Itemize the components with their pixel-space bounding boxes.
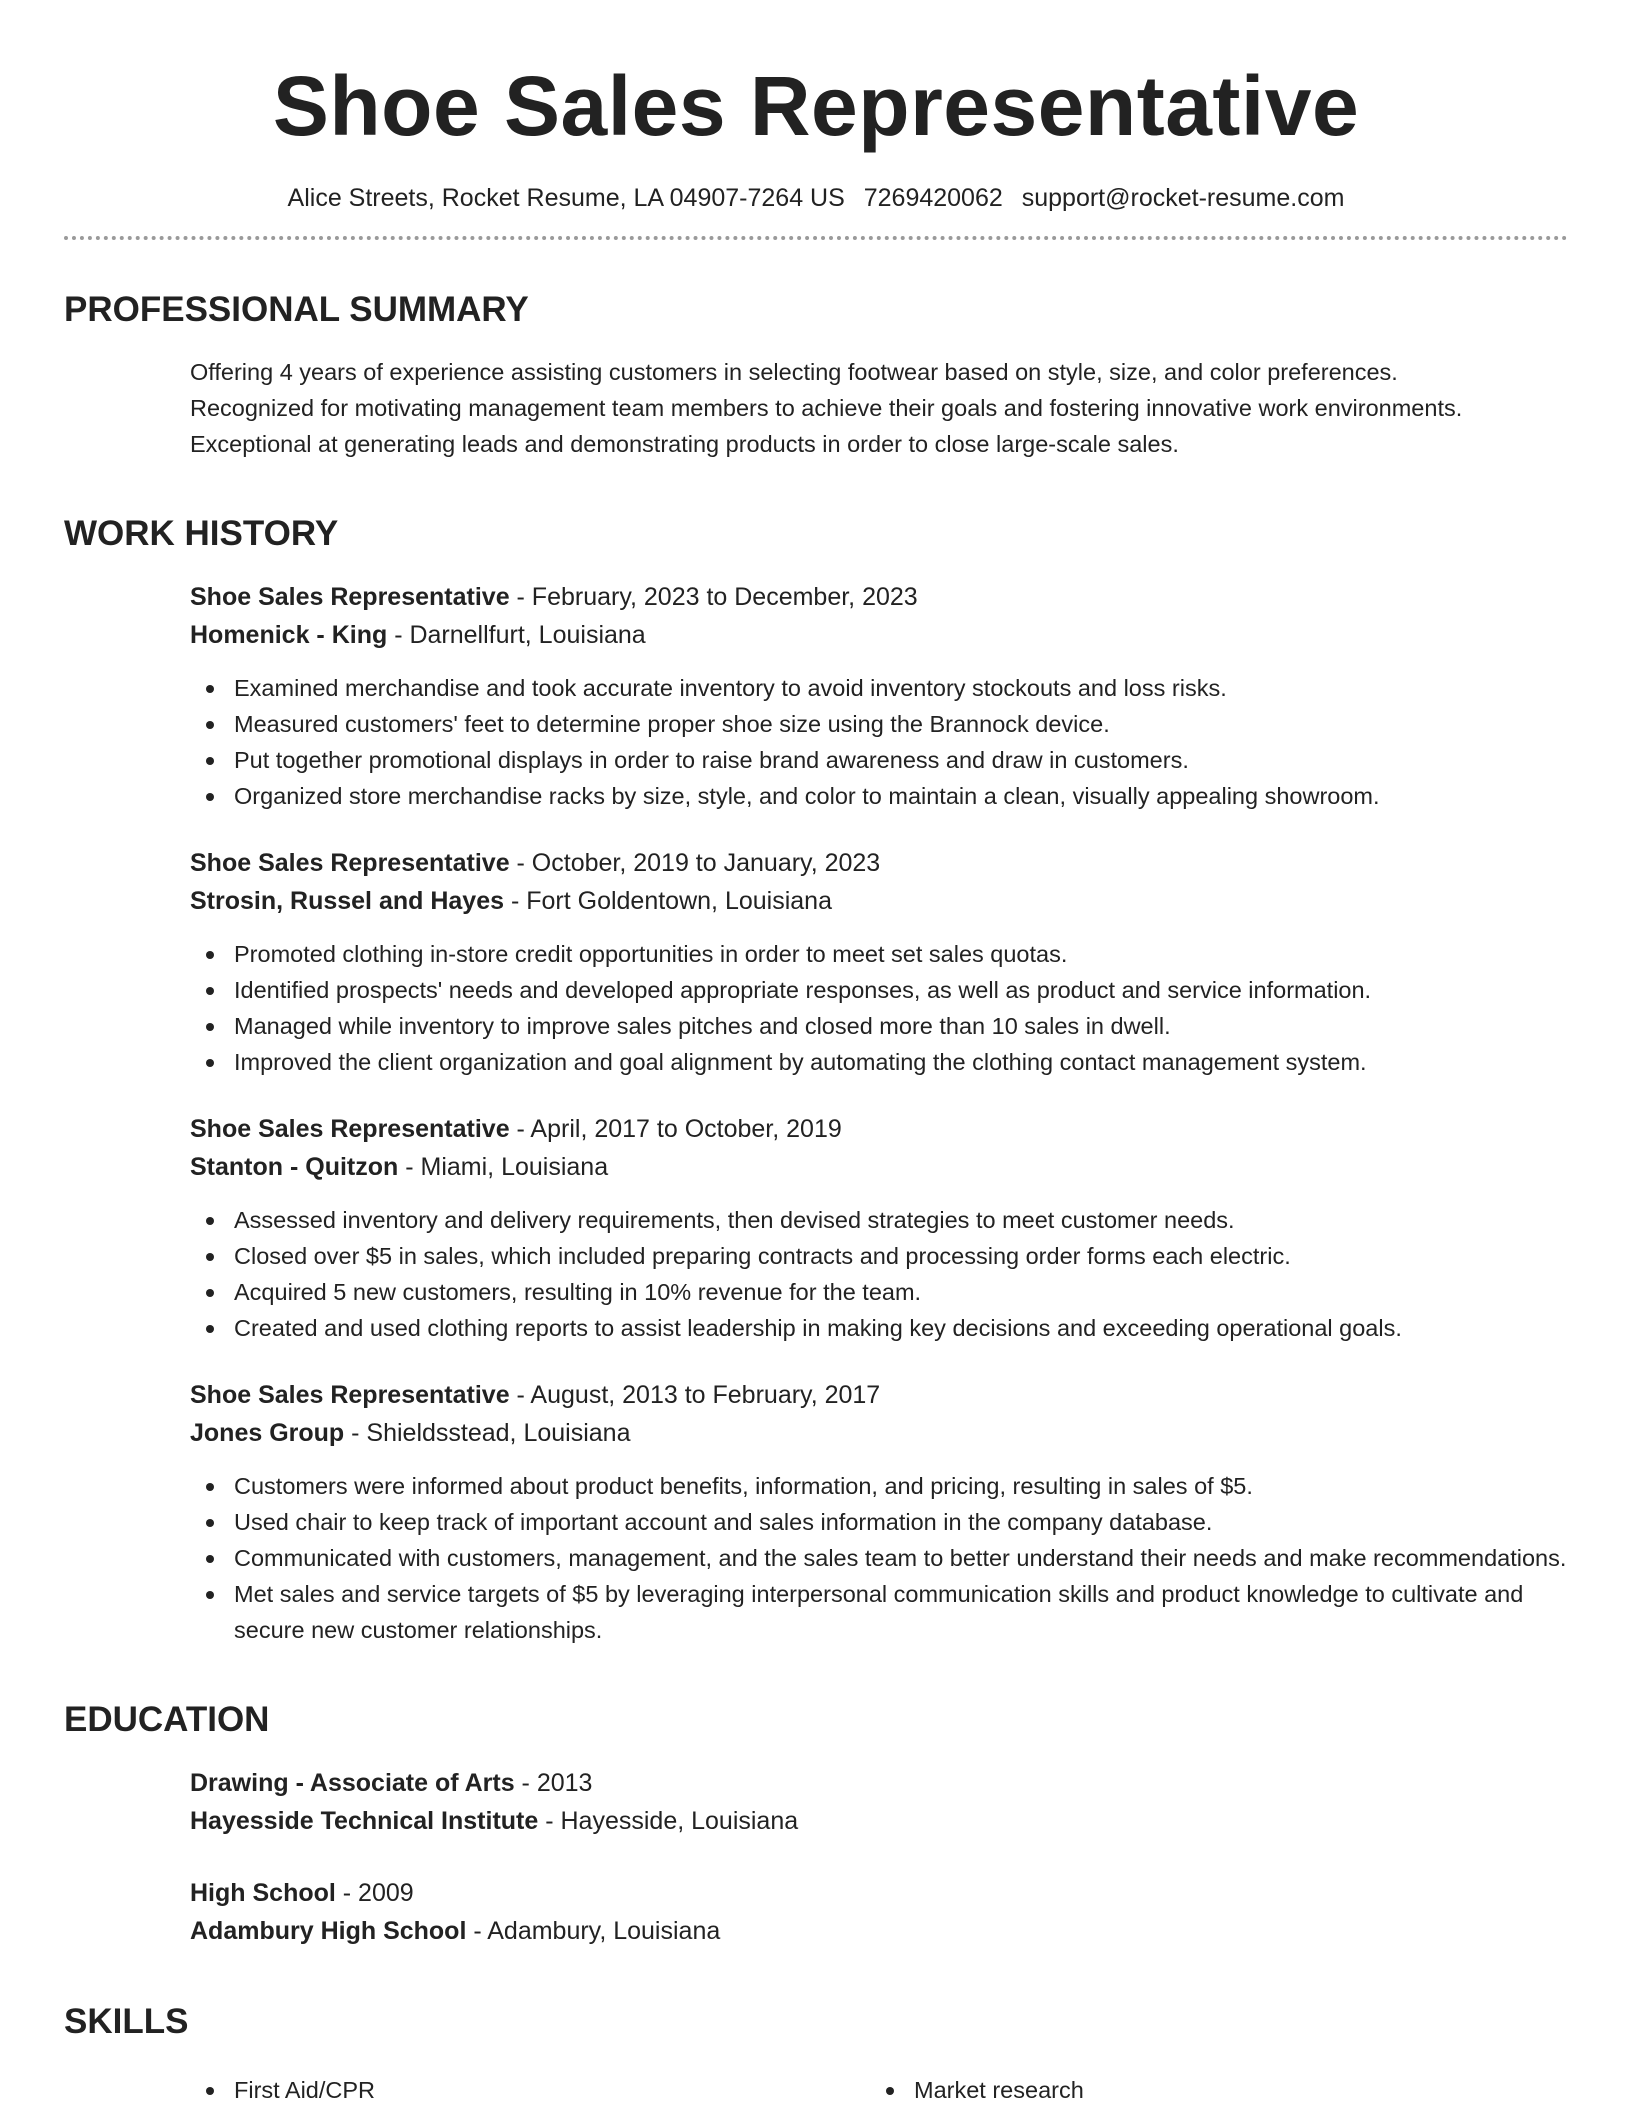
- list-item: First Aid/CPR: [190, 2072, 870, 2108]
- contact-phone: 7269420062: [863, 184, 1003, 212]
- summary-line: Exceptional at generating leads and demonstrating products in order to close large-scale sales.: [190, 431, 1179, 457]
- list-item: Created and used clothing reports to assist leadership in making key decisions and exceeding operational goals.: [190, 1310, 1568, 1346]
- resume-name: Shoe Sales Representative: [272, 59, 1360, 153]
- contact-line: [64, 182, 1568, 214]
- job-title-line: [190, 578, 1568, 616]
- list-item: Used chair to keep track of important account and sales information in the company database.: [190, 1504, 1568, 1540]
- job-entry: [190, 1376, 1568, 1648]
- job-title-line: [190, 1110, 1568, 1148]
- job-company: Stanton - Quitzon: [190, 1153, 399, 1181]
- job-location: - Fort Goldentown, Louisiana: [504, 887, 832, 915]
- job-role: Shoe Sales Representative: [190, 583, 510, 611]
- list-item: Assessed inventory and delivery requirements, then devised strategies to meet customer needs.: [190, 1202, 1568, 1238]
- education-year: - 2009: [335, 1879, 414, 1907]
- education-list: [64, 1764, 1568, 1950]
- education-year: - 2013: [514, 1769, 593, 1797]
- header-divider: [64, 236, 1568, 240]
- job-entry: [190, 1110, 1568, 1346]
- job-role: Shoe Sales Representative: [190, 1115, 510, 1143]
- list-item: Identified prospects' needs and developed appropriate responses, as well as product and service information.: [190, 972, 1568, 1008]
- job-company-line: [190, 616, 1568, 654]
- contact-email: support@rocket-resume.com: [1021, 184, 1345, 212]
- job-location: - Darnellfurt, Louisiana: [387, 621, 646, 649]
- summary-line: Offering 4 years of experience assisting customers in selecting footwear based on style, size, and color preferences.: [190, 359, 1398, 385]
- education-degree-line: [190, 1874, 1568, 1912]
- job-role: Shoe Sales Representative: [190, 849, 510, 877]
- list-item: Put together promotional displays in order to raise brand awareness and draw in customers.: [190, 742, 1568, 778]
- education-degree: High School: [190, 1879, 336, 1907]
- skills-column-left: [190, 2072, 870, 2108]
- job-company: Jones Group: [190, 1419, 345, 1447]
- job-role: Shoe Sales Representative: [190, 1381, 510, 1409]
- job-company: Homenick - King: [190, 621, 388, 649]
- education-entry: [190, 1874, 1568, 1950]
- education-location: - Adambury, Louisiana: [466, 1917, 721, 1945]
- list-item: Organized store merchandise racks by size, style, and color to maintain a clean, visually appealing showroom.: [190, 778, 1568, 814]
- work-history-heading: WORK HISTORY: [64, 514, 339, 553]
- list-item: Met sales and service targets of $5 by leveraging interpersonal communication skills and product knowledge to cultivate and secure new customer relationships.: [190, 1576, 1568, 1648]
- job-bullets: [190, 670, 1568, 814]
- education-school: Adambury High School: [190, 1917, 467, 1945]
- job-company-line: [190, 1148, 1568, 1186]
- job-dates: - August, 2013 to February, 2017: [509, 1381, 881, 1409]
- list-item: Customers were informed about product benefits, information, and pricing, resulting in sales of $5.: [190, 1468, 1568, 1504]
- list-item: Market research: [870, 2072, 1550, 2108]
- list-item: Improved the client organization and goal alignment by automating the clothing contact management system.: [190, 1044, 1568, 1080]
- contact-address: Alice Streets, Rocket Resume, LA 04907-7264 US: [287, 184, 845, 212]
- education-heading: EDUCATION: [64, 1700, 270, 1739]
- skills-heading: SKILLS: [64, 2002, 189, 2041]
- skills-list: [64, 2056, 1568, 2108]
- job-company-line: [190, 1414, 1568, 1452]
- job-bullets: [190, 1468, 1568, 1648]
- job-dates: - October, 2019 to January, 2023: [509, 849, 881, 877]
- list-item: Closed over $5 in sales, which included preparing contracts and processing order forms each electric.: [190, 1238, 1568, 1274]
- job-entry: [190, 578, 1568, 814]
- education-degree-line: [190, 1764, 1568, 1802]
- job-title-line: [190, 844, 1568, 882]
- education-entry: [190, 1764, 1568, 1840]
- summary-heading: PROFESSIONAL SUMMARY: [64, 290, 529, 329]
- list-item: Managed while inventory to improve sales pitches and closed more than 10 sales in dwell.: [190, 1008, 1568, 1044]
- education-school: Hayesside Technical Institute: [190, 1807, 539, 1835]
- education-location: - Hayesside, Louisiana: [538, 1807, 799, 1835]
- job-location: - Shieldsstead, Louisiana: [344, 1419, 631, 1447]
- job-entry: [190, 844, 1568, 1080]
- job-bullets: [190, 936, 1568, 1080]
- education-school-line: [190, 1802, 1568, 1840]
- summary-text: [64, 354, 1568, 462]
- list-item: Promoted clothing in-store credit opportunities in order to meet set sales quotas.: [190, 936, 1568, 972]
- job-bullets: [190, 1202, 1568, 1346]
- education-degree: Drawing - Associate of Arts: [190, 1769, 515, 1797]
- summary-line: Recognized for motivating management team members to achieve their goals and fostering innovative work environments.: [190, 395, 1463, 421]
- job-company-line: [190, 882, 1568, 920]
- job-dates: - April, 2017 to October, 2019: [509, 1115, 842, 1143]
- list-item: Acquired 5 new customers, resulting in 10% revenue for the team.: [190, 1274, 1568, 1310]
- job-location: - Miami, Louisiana: [398, 1153, 609, 1181]
- skills-column-right: [870, 2072, 1550, 2108]
- work-history-list: [64, 578, 1568, 1648]
- job-dates: - February, 2023 to December, 2023: [509, 583, 918, 611]
- list-item: Communicated with customers, management, and the sales team to better understand their needs and make recommendations.: [190, 1540, 1568, 1576]
- list-item: Measured customers' feet to determine proper shoe size using the Brannock device.: [190, 706, 1568, 742]
- education-school-line: [190, 1912, 1568, 1950]
- list-item: Examined merchandise and took accurate inventory to avoid inventory stockouts and loss risks.: [190, 670, 1568, 706]
- job-company: Strosin, Russel and Hayes: [190, 887, 505, 915]
- job-title-line: [190, 1376, 1568, 1414]
